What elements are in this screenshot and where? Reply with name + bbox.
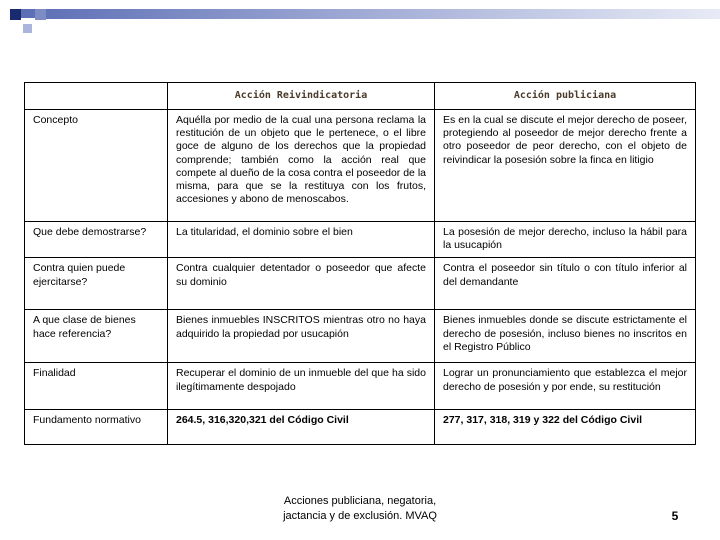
header-publiciana: Acción publiciana	[435, 83, 696, 110]
table-row	[25, 310, 696, 363]
cell-publiciana: Es en la cual se discute el mejor derecho de poseer, protegiendo al poseedor de mejor derecho frente a otro poseedor de peor derecho, con el objeto de reivindicar la posesión sobre la finca en litigio	[435, 110, 696, 222]
footer-text	[240, 494, 480, 524]
decoration-square-light-2	[23, 24, 32, 33]
decoration-square-dark	[10, 9, 21, 20]
header-reivindicatoria: Acción Reivindicatoria	[168, 83, 435, 110]
cell-reivindicatoria: Recuperar el dominio de un inmueble del que ha sido ilegítimamente despojado	[168, 363, 435, 410]
row-label: Fundamento normativo	[25, 410, 168, 445]
row-label: Finalidad	[25, 363, 168, 410]
slide-decoration	[0, 0, 720, 40]
table-row	[25, 363, 696, 410]
footer-line-2: jactancia y de exclusión. MVAQ	[283, 510, 437, 522]
cell-publiciana: 277, 317, 318, 319 y 322 del Código Civil	[435, 410, 696, 445]
cell-reivindicatoria: Aquélla por medio de la cual una persona reclama la restitución de un objeto que le pertenece, o el libre goce de alguno de los derechos que la propiedad comprende; también como la acción real que compete al dueño de la cosa contra el poseedor de la misma, para que se la restituya con los frutos, accesiones y abono de menoscabos.	[168, 110, 435, 222]
cell-publiciana: La posesión de mejor derecho, incluso la hábil para la usucapión	[435, 222, 696, 258]
decoration-square-light	[35, 9, 46, 20]
cell-publiciana: Bienes inmuebles donde se discute estrictamente el derecho de posesión, incluso bienes no inscritos en el Registro Público	[435, 310, 696, 363]
cell-reivindicatoria: Contra cualquier detentador o poseedor que afecte su dominio	[168, 258, 435, 310]
comparison-table	[24, 82, 696, 445]
row-label: Concepto	[25, 110, 168, 222]
row-label: Contra quien puede ejercitarse?	[25, 258, 168, 310]
row-label: Que debe demostrarse?	[25, 222, 168, 258]
table-row	[25, 410, 696, 445]
row-label: A que clase de bienes hace referencia?	[25, 310, 168, 363]
table-header-row	[25, 83, 696, 110]
table-row	[25, 222, 696, 258]
footer-line-1: Acciones publiciana, negatoria,	[283, 495, 437, 507]
cell-reivindicatoria: Bienes inmuebles INSCRITOS mientras otro no haya adquirido la propiedad por usucapión	[168, 310, 435, 363]
table-row	[25, 258, 696, 310]
decoration-bar	[20, 9, 720, 19]
cell-reivindicatoria: 264.5, 316,320,321 del Código Civil	[168, 410, 435, 445]
cell-reivindicatoria: La titularidad, el dominio sobre el bien	[168, 222, 435, 258]
cell-publiciana: Contra el poseedor sin título o con título inferior al del demandante	[435, 258, 696, 310]
cell-publiciana: Lograr un pronunciamiento que establezca el mejor derecho de posesión y por ende, su restitución	[435, 363, 696, 410]
table-row	[25, 110, 696, 222]
page-number: 5	[671, 509, 679, 523]
header-blank-cell	[25, 83, 168, 110]
